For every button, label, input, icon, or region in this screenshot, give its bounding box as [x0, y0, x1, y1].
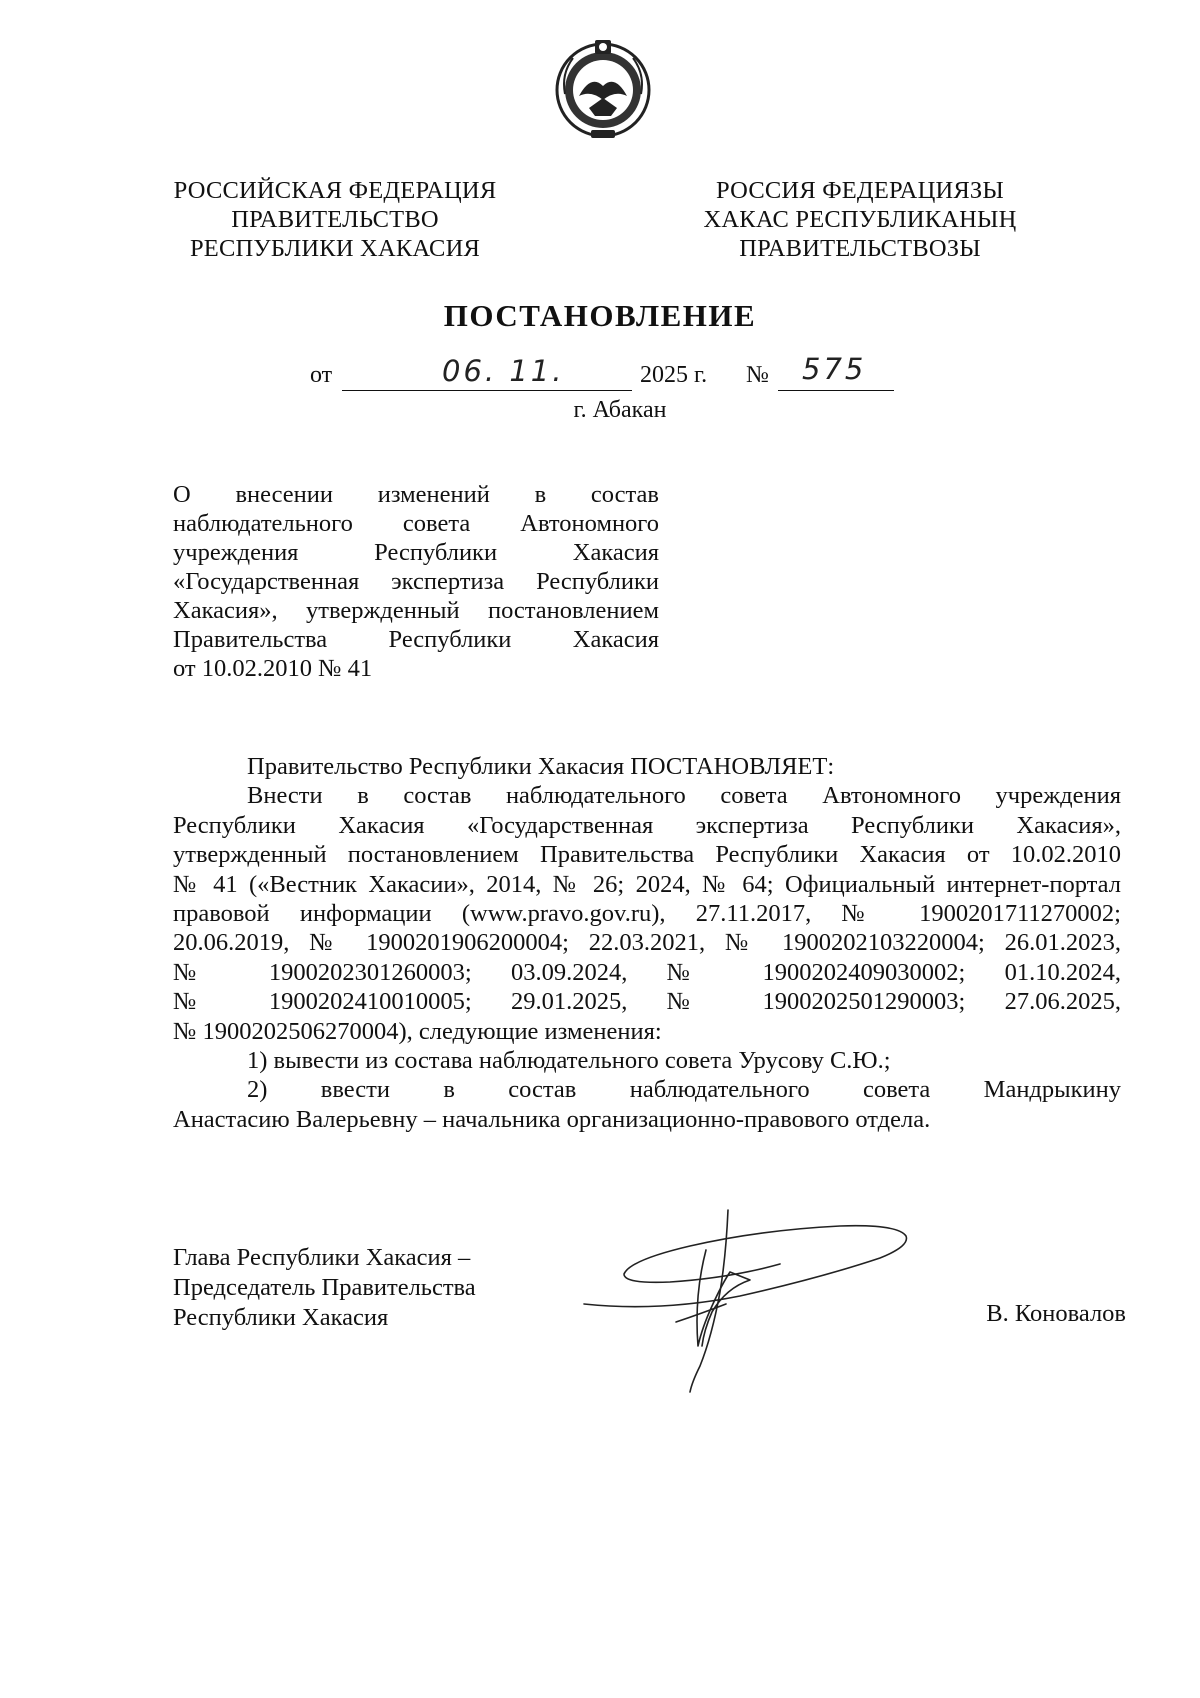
- list-item-1: 1) вывести из состава наблюдательного совета Урусову С.Ю.;: [247, 1047, 891, 1075]
- subject-line: Хакасия», утвержденный постановлением: [173, 597, 659, 624]
- subject-block: [173, 480, 659, 683]
- list-item-2-line: 2) ввести в состав наблюдательного совета Мандрыкину: [247, 1076, 1121, 1104]
- header-left-line-2: ПРАВИТЕЛЬСТВО: [231, 206, 439, 233]
- paragraph-line: № 41 («Вестник Хакасии», 2014, № 26; 2024, № 64; Официальный интернет-портал: [173, 870, 1121, 898]
- handwritten-number: 575: [802, 352, 867, 386]
- paragraph-line: № 1900202506270004), следующие изменения:: [173, 1017, 662, 1045]
- paragraph-line: утвержденный постановлением Правительства Республики Хакасия от 10.02.2010: [173, 841, 1121, 869]
- header-right-line-2: ХАКАС РЕСПУБЛИКАНЫҢ: [703, 206, 1017, 233]
- signatory-position-line: Председатель Правительства: [173, 1274, 476, 1301]
- subject-line: наблюдательного совета Автономного: [173, 510, 659, 537]
- number-sign: №: [746, 362, 769, 388]
- header-left-block: [150, 176, 520, 263]
- signatory-position: [173, 1243, 476, 1333]
- city-label: г. Абакан: [573, 397, 667, 423]
- year-label: 2025 г.: [640, 362, 708, 388]
- subject-line: О внесении изменений в состав: [173, 481, 659, 508]
- paragraph-line: правовой информации (www.pravo.gov.ru), 27.11.2017, № 1900201711270002;: [173, 900, 1121, 928]
- number-underline: [778, 390, 894, 391]
- paragraph-line: 20.06.2019, № 1900201906200004; 22.03.2021, № 1900202103220004; 26.01.2023,: [173, 929, 1121, 957]
- subject-line: учреждения Республики Хакасия: [173, 539, 659, 566]
- handwritten-signature: [580, 1196, 930, 1396]
- date-underline: [342, 390, 632, 391]
- header-left-line-3: РЕСПУБЛИКИ ХАКАСИЯ: [189, 235, 481, 262]
- subject-line: Правительства Республики Хакасия: [173, 626, 659, 653]
- date-number-line: [0, 352, 1200, 394]
- paragraph-line: Внести в состав наблюдательного совета Автономного учреждения: [247, 782, 1121, 810]
- paragraph-line: № 1900202301260003; 03.09.2024, № 1900202409030002; 01.10.2024,: [173, 958, 1121, 986]
- paragraph-line: Республики Хакасия «Государственная экспертиза Республики Хакасия»,: [173, 811, 1121, 839]
- list-item-2-line: Анастасию Валерьевну – начальника организационно-правового отдела.: [173, 1105, 931, 1133]
- header-right-block: [670, 176, 1050, 263]
- header-left-line-1: РОССИЙСКАЯ ФЕДЕРАЦИЯ: [173, 177, 497, 204]
- signatory-position-line: Республики Хакасия: [173, 1304, 389, 1331]
- document-type-title: ПОСТАНОВЛЕНИЕ: [443, 298, 757, 333]
- subject-line: от 10.02.2010 № 41: [173, 655, 373, 682]
- signatory-name: В. Коновалов: [986, 1300, 1126, 1327]
- date-prefix: от: [310, 362, 333, 388]
- header-right-line-3: ПРАВИТЕЛЬСТВОЗЫ: [739, 235, 981, 262]
- decree-line: Правительство Республики Хакасия ПОСТАНОВЛЯЕТ:: [247, 753, 835, 780]
- handwritten-date: 06. 11.: [442, 354, 565, 388]
- signatory-position-line: Глава Республики Хакасия –: [173, 1244, 471, 1271]
- document-body: [173, 752, 1121, 1134]
- paragraph-line: № 1900202410010005; 29.01.2025, № 1900202501290003; 27.06.2025,: [173, 988, 1121, 1016]
- subject-line: «Государственная экспертиза Республики: [173, 568, 659, 595]
- coat-of-arms-icon: [551, 34, 655, 144]
- header-right-line-1: РОССИЯ ФЕДЕРАЦИЯЗЫ: [716, 177, 1004, 204]
